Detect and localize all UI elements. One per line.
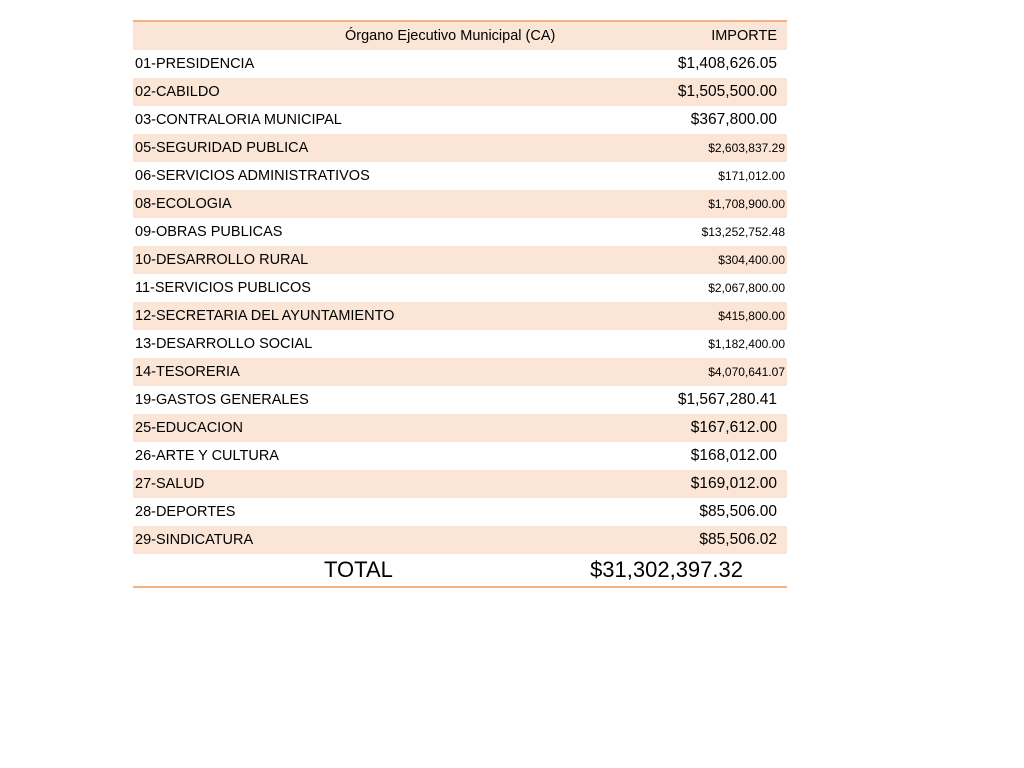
table-row [133,246,787,274]
row-amount: $2,067,800.00 [708,281,785,295]
table-row [133,386,787,414]
table-row [133,218,787,246]
row-name: 13-DESARROLLO SOCIAL [135,336,313,352]
row-name: 11-SERVICIOS PUBLICOS [135,280,311,296]
row-amount: $13,252,752.48 [701,225,785,239]
row-name: 14-TESORERIA [135,364,240,380]
header-title: Órgano Ejecutivo Municipal (CA) [345,28,556,44]
table-row [133,78,787,106]
row-name: 12-SECRETARIA DEL AYUNTAMIENTO [135,308,395,324]
table-row [133,134,787,162]
table-row [133,190,787,218]
row-name: 25-EDUCACION [135,420,243,436]
row-amount: $4,070,641.07 [708,365,785,379]
table-header-row [133,22,787,50]
row-name: 28-DEPORTES [135,504,236,520]
table-row [133,358,787,386]
table-row [133,414,787,442]
table-row [133,106,787,134]
table-row [133,274,787,302]
row-name: 10-DESARROLLO RURAL [135,252,309,268]
row-amount: $1,505,500.00 [677,83,777,100]
row-name: 01-PRESIDENCIA [135,56,255,72]
row-name: 08-ECOLOGIA [135,196,232,212]
budget-table [133,20,787,588]
row-name: 27-SALUD [135,476,205,492]
header-amount-label: IMPORTE [711,28,777,44]
row-amount: $304,400.00 [718,253,785,267]
row-amount: $171,012.00 [718,169,785,183]
row-name: 29-SINDICATURA [135,532,254,548]
row-name: 19-GASTOS GENERALES [135,392,309,408]
row-amount: $167,612.00 [690,419,777,436]
row-amount: $85,506.02 [699,531,777,548]
table-row [133,302,787,330]
table-row [133,50,787,78]
row-name: 26-ARTE Y CULTURA [135,448,279,464]
table-row [133,162,787,190]
row-amount: $2,603,837.29 [708,141,785,155]
table-row [133,330,787,358]
row-amount: $1,708,900.00 [708,197,785,211]
row-amount: $85,506.00 [699,503,777,520]
row-amount: $169,012.00 [690,475,777,492]
row-amount: $367,800.00 [690,111,777,128]
row-amount: $1,182,400.00 [708,337,785,351]
row-amount: $1,408,626.05 [677,55,777,72]
table-row [133,526,787,554]
table-row [133,498,787,526]
row-name: 05-SEGURIDAD PUBLICA [135,140,309,156]
row-name: 03-CONTRALORIA MUNICIPAL [135,112,342,128]
total-label: TOTAL [324,557,393,582]
row-name: 06-SERVICIOS ADMINISTRATIVOS [135,168,370,184]
total-row [133,554,787,588]
row-amount: $415,800.00 [718,309,785,323]
table-row [133,470,787,498]
row-name: 09-OBRAS PUBLICAS [135,224,283,240]
row-amount: $168,012.00 [690,447,777,464]
table-row [133,442,787,470]
row-amount: $1,567,280.41 [677,391,777,408]
total-amount: $31,302,397.32 [590,557,743,582]
row-name: 02-CABILDO [135,84,220,100]
